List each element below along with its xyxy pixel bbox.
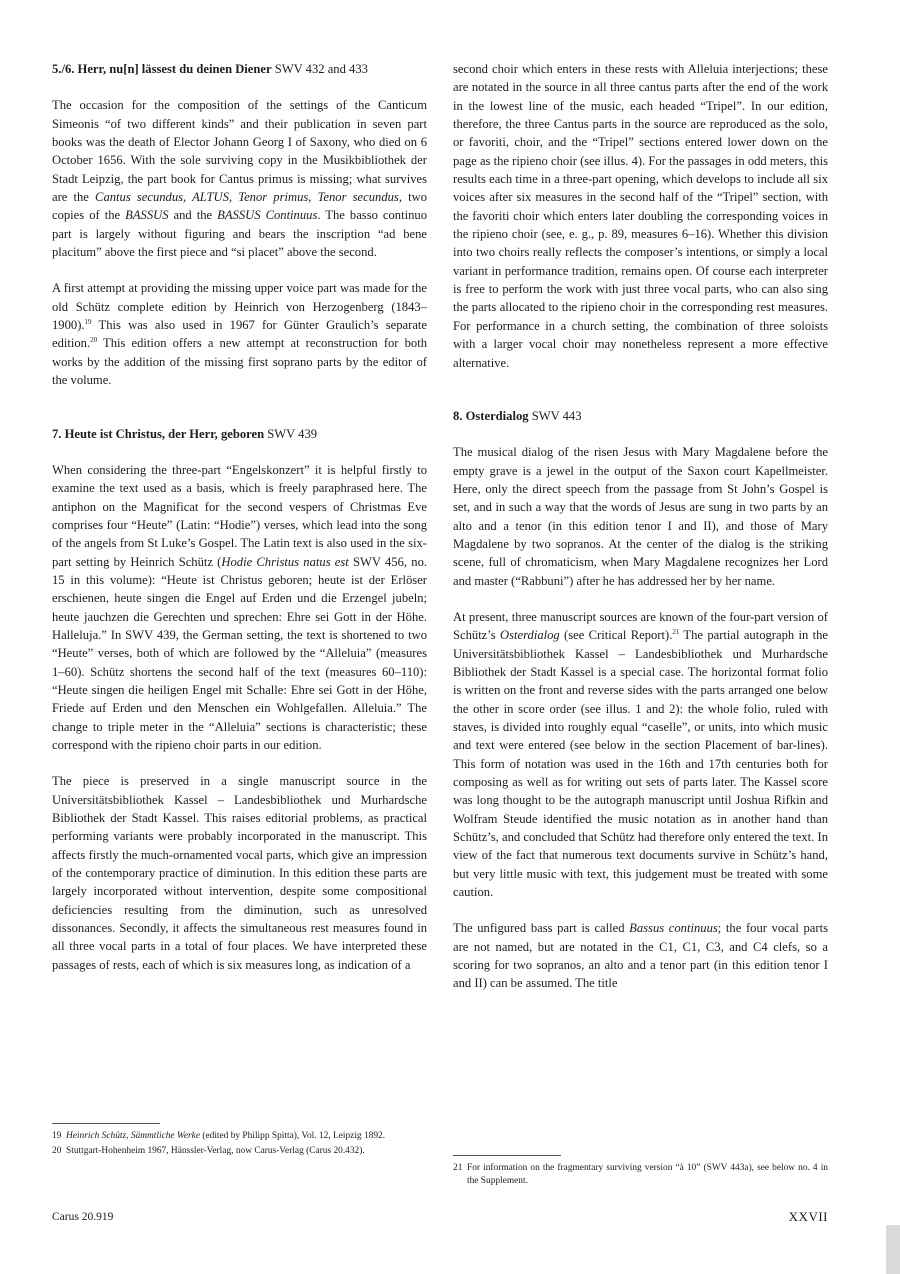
footnotes-right bbox=[453, 1155, 828, 1189]
section-heading-5-6 bbox=[52, 60, 427, 78]
footnote-rule bbox=[453, 1155, 561, 1156]
footnote bbox=[52, 1130, 427, 1143]
footnote bbox=[453, 1162, 828, 1187]
footnote-text: Stuttgart-Hohenheim 1967, Hänssler-Verlag, now Carus-Verlag (Carus 20.432). bbox=[66, 1145, 365, 1156]
paragraph: At present, three manuscript sources are known of the four-part version of Schütz’s Osterdialog (see Critical Report).$^{21}$ The partial autograph in the Universitätsbibliothek Kassel – Landesbibliothek und Murhardsche Bibliothek der Stadt Kassel is a special case. The horizontal format folio is written on the front and reverse sides with the parts arranged one below the other in score order (see illus. 1 and 2): the whole folio, ruled with staves, is divided into roughly equal “caselle”, or units, into which music and text were entered (see below in the section Placement of bar-lines). This form of notation was used in the 16th and 17th centuries both for composing as well as for writing out sets of parts later. The Kassel score was long thought to be the autograph manuscript until Joshua Rifkin and Wolfram Steude identified the music notation as in another hand than Schütz’s, and concluded that Schütz had therefore only entered the text. In view of the fact that numerous text documents survive in Schütz’s hand, but very little music with text, this judgement must be treated with some caution. bbox=[453, 609, 828, 900]
swv-number: SWV 439 bbox=[267, 426, 318, 441]
swv-number: SWV 432 and 433 bbox=[274, 62, 368, 76]
footnote-ref: 20 bbox=[90, 336, 98, 345]
paragraph: When considering the three-part “Engelskonzert” it is helpful firstly to examine the text used as a basis, which is freely paraphrased here. The antiphon on the Magnificat for the second vespers of Christmas Eve comprises four “Heute” (Latin: “Hodie”) verses, which lead into the song of the angels from St Luke’s Gospel. The Latin text is also used in the six-part setting by Heinrich Schütz (Hodie Christus natus est SWV 456, no. 15 in this volume): “Heute ist Christus geboren; heute ist der Erlöser erschienen, heute singen die Engel auf Erden und die Erzengel jubeln; heute jauchzen die Gerechten und sprechen: Ehre sei Gott in der Höhe. Halleluja.” In SWV 439, the German setting, the text is shortened to two “Heute” verses, both of which are followed by the “Alleluia” (measures 1–60). Schütz shortens the second half of the text (measures 60–110): “Heute singen die heiligen Engel mit Schalle: Ehre sei Gott in der Höhe, Friede auf Erden und den Menschen ein Wohlgefallen. Alleluia.” The change to triple meter in the “Alleluia” sections is characteristic; these correspond with the ripieno choir parts in our edition. bbox=[52, 462, 428, 752]
footnote-number: 20 bbox=[52, 1145, 62, 1156]
section-heading-7 bbox=[52, 425, 427, 443]
footnote-rule bbox=[52, 1123, 160, 1124]
footnote-number: 21 bbox=[453, 1163, 463, 1173]
page-edge-shadow bbox=[886, 1225, 900, 1274]
section-heading-8 bbox=[453, 407, 828, 425]
paragraph: The musical dialog of the risen Jesus with Mary Magdalene before the empty grave is a jewel in the output of the Saxon court Kapellmeister. Here, only the direct speech from the passage from St John’s Gospel is set, and in such a way that the words of Jesus are sung in two parts by an alto and a tenor (in this edition tenor I and II), and those of Mary Magdalene by two sopranos. At the center of the dialog is the striking scene, full of chromaticism, when Mary Magdalene recognizes her Lord and master (“Rabbuni”) after he has addressed her by her name. bbox=[453, 445, 828, 588]
footnote bbox=[52, 1145, 427, 1158]
right-column bbox=[453, 60, 828, 1011]
footnote-text: Heinrich Schütz, Sämmtliche Werke (edited by Philipp Spitta), Vol. 12, Leipzig 1892. bbox=[66, 1131, 386, 1141]
footnote-ref: 21 bbox=[672, 628, 680, 637]
page-number: XXVII bbox=[788, 1209, 828, 1224]
paragraph: The occasion for the composition of the settings of the Canticum Simeonis “of two different kinds” and their publication in seven part books was the death of Elector Johann Georg I of Saxony, who died on 6 October 1656. With the sole surviving copy in the Musikbibliothek der Stadt Leipzig, the part book for Cantus primus is missing; what survives are the Cantus secundus, ALTUS, Tenor primus, Tenor secundus, two copies of the BASSUS and the BASSUS Continuus. The basso continuo part is largely without figuring and bears the inscription “ad bene placitum” above the first piece and “si placet” above the second. bbox=[52, 98, 428, 260]
catalog-number: Carus 20.919 bbox=[52, 1211, 114, 1223]
section-title: 8. Osterdialog bbox=[453, 408, 529, 423]
footnotes-left bbox=[52, 1123, 427, 1159]
footnote-ref: 19 bbox=[84, 317, 92, 326]
footnote-text: For information on the fragmentary surviving version “à 10” (SWV 443a), see below no. 4 in the Supplement. bbox=[467, 1163, 828, 1186]
paragraph: A first attempt at providing the missing upper voice part was made for the old Schütz complete edition by Heinrich von Herzogenberg (1843–1900).$^{19}$ This was also used in 1967 for Günter Graulich’s separate edition.$^{20}$ This edition offers a new attempt at reconstruction for both works by the addition of the missing first soprano parts by the editor of the volume. bbox=[52, 281, 427, 388]
section-title: 7. Heute ist Christus, der Herr, geboren bbox=[52, 426, 265, 441]
paragraph: The piece is preserved in a single manuscript source in the Universitätsbibliothek Kassel – Landesbibliothek und Murhardsche Bibliothek der Stadt Kassel. This raises editorial problems, as practical performing variants were probably incorporated in the manuscript. This affects firstly the much-ornamented vocal parts, which give an impression of the contemporary practice of diminution. In this edition these parts are largely incorporated without intervention, despite some compositional deficiencies resulting from the diminution, such as unresolved dissonances. Secondly, it affects the simultaneous rest measures found in all three vocal parts in a total of four places. We have interpreted these passages of rests, each of which is six measures long, as indication of a bbox=[52, 774, 427, 972]
footnote-number: 19 bbox=[52, 1131, 62, 1141]
swv-number: SWV 443 bbox=[531, 408, 582, 423]
left-column bbox=[52, 60, 427, 992]
paragraph: The unfigured bass part is called Bassus continuus; the four vocal parts are not named, but are notated in the C1, C1, C3, and C4 clefs, so a scoring for two sopranos, an alto and a tenor part (in this edition tenor I and II) can be assumed. The title bbox=[453, 921, 828, 991]
paragraph: second choir which enters in these rests with Alleluia interjections; these are notated in the source in all three cantus parts after the end of the work in the lowest line of the music, each headed “Tripel”. In our edition, therefore, the three Cantus parts in the source are reproduced as the solo, or favoriti, choir, and the “Tripel” sections entered lower down on the page as the ripieno choir (see illus. 4). For the passages in odd meters, this results each time in a three-part opening, which develops to include all six voices after six measures in the second half of the “Tripel” section, with the favoriti choir which enters later doubling the corresponding voices in the ripieno choir (see, e. g., p. 89, measures 6–16). Whether this division into two choirs really reflects the composer’s intentions, or simply a local variant in performance tradition, remains open. Of course each interpreter is free to perform the work with just three vocal parts, who can also sing the parts allocated to the ripieno choir in the corresponding rest measures. For performance in a church setting, the combination of three soloists with a larger vocal choir may nonetheless represent a more effective alternative. bbox=[453, 62, 828, 370]
section-title: 5./6. Herr, nu[n] lässest du deinen Diener bbox=[52, 62, 272, 76]
